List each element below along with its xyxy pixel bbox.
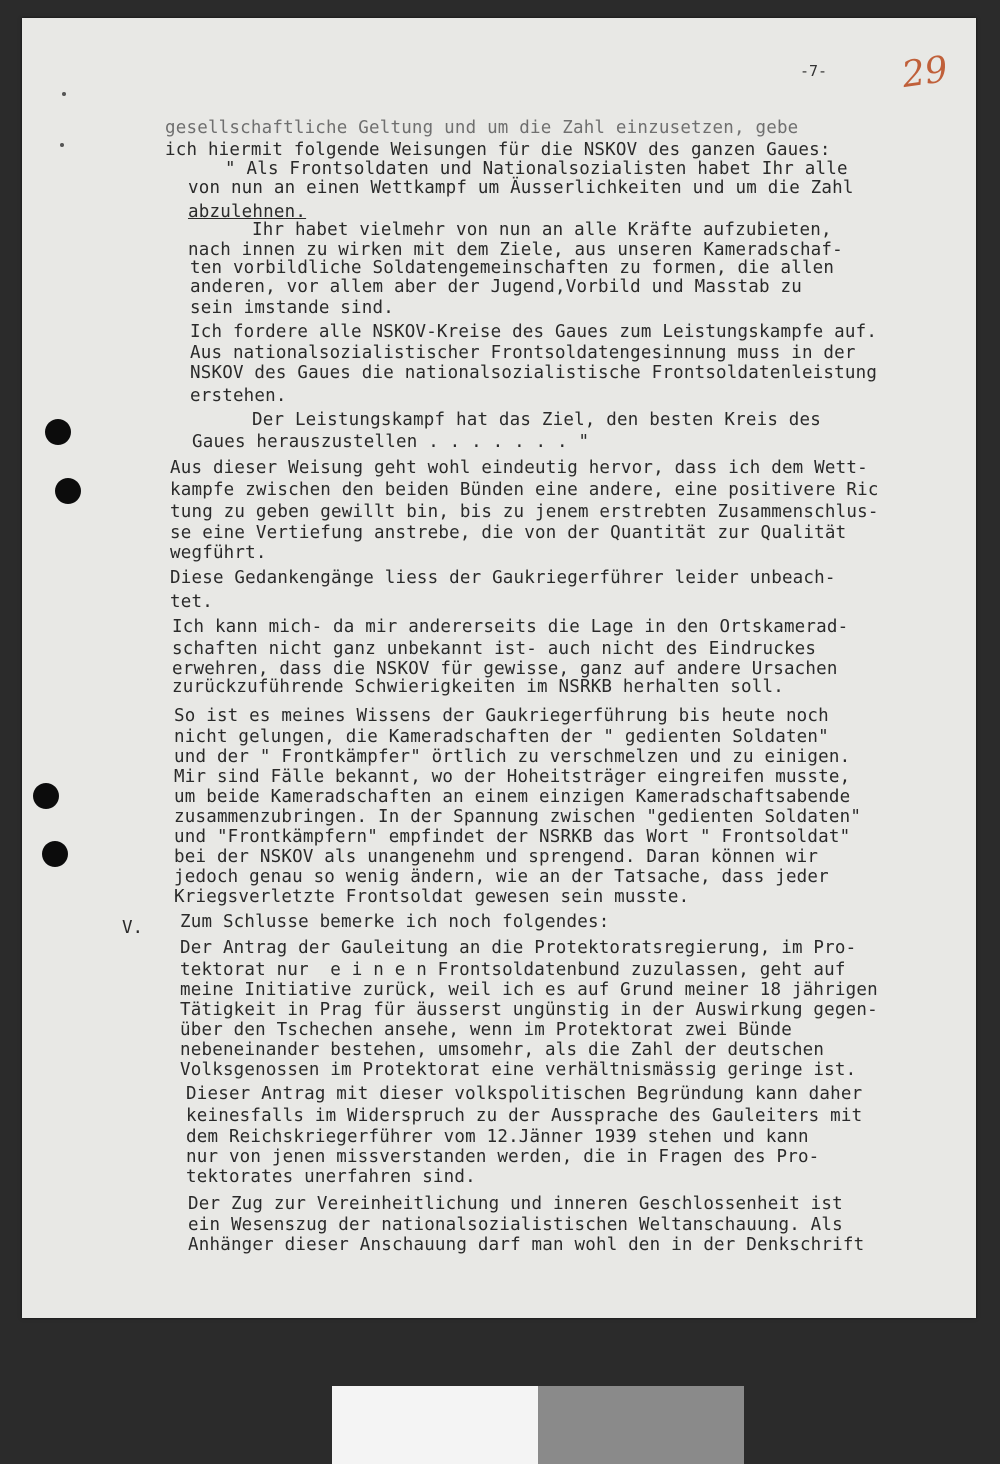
text-line: Der Leistungskampf hat das Ziel, den besten Kreis des [252,410,822,430]
margin-dot [62,92,66,96]
punch-hole [33,783,59,809]
section-marker: V. [122,918,144,938]
text-line: Zum Schlusse bemerke ich noch folgendes: [180,912,610,932]
text-line: bei der NSKOV als unangenehm und sprengend. Daran können wir [174,847,819,867]
color-reference-strip [332,1386,744,1464]
text-line: wegführt. [170,543,267,563]
text-line: jedoch genau so wenig ändern, wie an der Tatsache, dass jeder [174,867,829,887]
text-line: Aus dieser Weisung geht wohl eindeutig hervor, dass ich dem Wett- [170,458,868,478]
text-line: abzulehnen. [188,202,307,222]
text-line: Ich fordere alle NSKOV-Kreise des Gaues zum Leistungskampfe auf. [190,322,878,342]
punch-hole [55,478,81,504]
text-line: Der Antrag der Gauleitung an die Protektoratsregierung, im Pro- [180,938,857,958]
text-line: über den Tschechen ansehe, wenn im Protektorat zwei Bünde [180,1020,792,1040]
punch-hole [42,841,68,867]
text-line: keinesfalls im Widerspruch zu der Aussprache des Gauleiters mit [186,1106,863,1126]
text-line: nach innen zu wirken mit dem Ziele, aus unseren Kameradschaf- [188,240,843,260]
text-line: Der Zug zur Vereinheitlichung und inneren Geschlossenheit ist [188,1194,843,1214]
text-line: tektorates unerfahren sind. [186,1167,476,1187]
handwritten-folio-number: 29 [899,49,951,96]
text-line: meine Initiative zurück, weil ich es auf Grund meiner 18 jährigen [180,980,878,1000]
punch-hole [45,419,71,445]
margin-dot [60,143,64,147]
text-line: zurückzuführende Schwierigkeiten im NSRKB herhalten soll. [172,677,784,697]
text-line: kampfe zwischen den beiden Bünden eine andere, eine positivere Ric [170,480,879,500]
text-line: und der " Frontkämpfer" örtlich zu verschmelzen und zu einigen. [174,747,851,767]
text-line: Gaues herauszustellen . . . . . . . " [192,432,590,452]
text-line: gesellschaftliche Geltung und um die Zahl einzusetzen, gebe [165,118,799,138]
text-line: anderen, vor allem aber der Jugend,Vorbild und Masstab zu [190,277,802,297]
text-line: sein imstande sind. [190,298,394,318]
text-line: Mir sind Fälle bekannt, wo der Hoheitsträger eingreifen musste, [174,767,851,787]
text-line: ich hiermit folgende Weisungen für die NSKOV des ganzen Gaues: [165,140,831,160]
text-line: um beide Kameradschaften an einem einzigen Kameradschaftsabende [174,787,851,807]
text-line: Kriegsverletzte Frontsoldat gewesen sein musste. [174,887,690,907]
text-line: erwehren, dass die NSKOV für gewisse, ganz auf andere Ursachen [172,659,838,679]
text-line: und "Frontkämpfern" empfindet der NSRKB das Wort " Frontsoldat" [174,827,851,847]
text-line: schaften nicht ganz unbekannt ist- auch nicht des Eindruckes [172,639,817,659]
text-line: tung zu geben gewillt bin, bis zu jenem erstrebten Zusammenschlus- [170,502,879,522]
text-line: " Als Frontsoldaten und Nationalsozialisten habet Ihr alle [225,159,848,179]
text-line: Ihr habet vielmehr von nun an alle Kräfte aufzubieten, [252,220,832,240]
white-reference-patch [332,1386,538,1464]
text-line: erstehen. [190,386,287,406]
text-line: zusammenzubringen. In der Spannung zwischen "gedienten Soldaten" [174,807,862,827]
text-line: ten vorbildliche Soldatengemeinschaften zu formen, die allen [190,258,835,278]
text-line: Aus nationalsozialistischer Frontsoldatengesinnung muss in der [190,343,856,363]
text-line: tet. [170,592,213,612]
text-line: Volksgenossen im Protektorat eine verhältnismässig geringe ist. [180,1060,857,1080]
text-line: dem Reichskriegerführer vom 12.Jänner 1939 stehen und kann [186,1127,809,1147]
text-line: se eine Vertiefung anstrebe, die von der Quantität zur Qualität [170,523,847,543]
text-line: nicht gelungen, die Kameradschaften der " gedienten Soldaten" [174,727,829,747]
text-line: Diese Gedankengänge liess der Gaukriegerführer leider unbeach- [170,568,836,588]
text-line: von nun an einen Wettkampf um Äusserlichkeiten und um die Zahl [188,178,854,198]
text-line: So ist es meines Wissens der Gaukriegerführung bis heute noch [174,706,829,726]
text-line: Tätigkeit in Prag für äusserst ungünstig in der Auswirkung gegen- [180,1000,878,1020]
text-line: Anhänger dieser Anschauung darf man wohl den in der Denkschrift [188,1235,865,1255]
text-line: Ich kann mich- da mir andererseits die Lage in den Ortskamerad- [172,617,849,637]
text-line: nebeneinander bestehen, umsomehr, als die Zahl der deutschen [180,1040,825,1060]
gray-reference-patch [538,1386,744,1464]
text-line: Dieser Antrag mit dieser volkspolitischen Begründung kann daher [186,1084,863,1104]
page-number: -7- [800,62,828,80]
text-line: nur von jenen missverstanden werden, die in Fragen des Pro- [186,1147,820,1167]
text-line: NSKOV des Gaues die nationalsozialistische Frontsoldatenleistung [190,363,878,383]
text-line: tektorat nur e i n e n Frontsoldatenbund zuzulassen, geht auf [180,960,846,980]
text-line: ein Wesenszug der nationalsozialistischen Weltanschauung. Als [188,1215,843,1235]
